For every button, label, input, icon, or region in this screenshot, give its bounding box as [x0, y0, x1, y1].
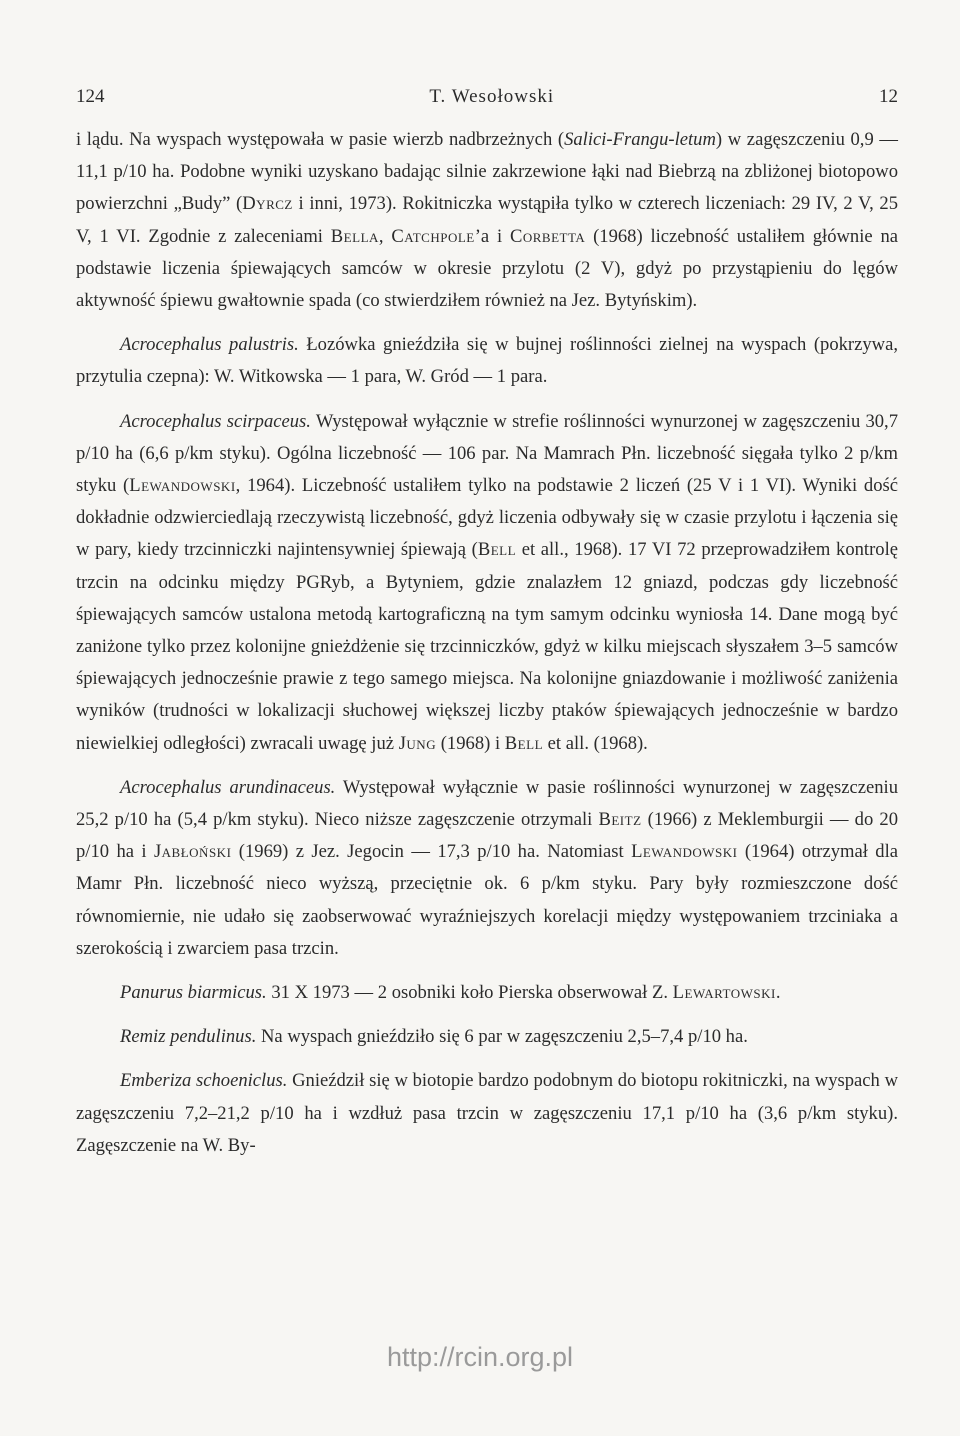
- author-name: Bella: [330, 225, 379, 247]
- text-run: ,: [378, 225, 392, 247]
- text-run: (1968) liczebność ustaliłem głównie na podstawie liczenia śpiewających samców w okresie przylotu (2 V), gdyż po przystąpieniu do lęgów aktywność śpiewu gwałtownie spada (co stwierdziłem również na Jez. Bytyńskim).: [76, 225, 898, 312]
- text-run: ’a i: [474, 225, 510, 247]
- source-watermark[interactable]: http://rcin.org.pl: [386, 1342, 574, 1372]
- author-name: Jung: [398, 732, 437, 754]
- text-run: 31 X 1973 — 2 osobniki koło Pierska obserwował Z.: [266, 982, 673, 1004]
- text-run: ) w zagęszczeniu 0,9 — 11,1 p/10 ha. Podobne wyniki uzyskano badając silnie zakrzewione łąki nad Biebrzą na zbliżonej biotopowo powierzchni „Budy” (: [76, 129, 898, 215]
- author-name: Bell: [504, 732, 544, 754]
- species-name: Acrocephalus scirpaceus.: [120, 410, 311, 432]
- author-name: Lewandowski: [631, 841, 738, 863]
- text-run: (1968) i: [436, 732, 505, 754]
- species-entry-panurus-biarmicus: [76, 977, 898, 1009]
- issue-number: 12: [878, 86, 898, 107]
- author-name: Catchpole: [391, 225, 475, 247]
- paragraph: [76, 124, 898, 317]
- text-run: , 1964). Liczebność ustaliłem tylko na podstawie 2 liczeń (25 V i 1 VI). Wyniki dość dokładnie odzwierciedlają rzeczywistą liczebność, gdyż liczenia odbywały się w czasie przylotu i łączenia się w pary, kiedy trzcinniczki najintensywniej śpiewają (: [76, 475, 898, 561]
- text-run: Występował wyłącznie w pasie roślinności wynurzonej w zagęszczeniu 25,2 p/10 ha (5,4 p/km styku). Nieco niższe zagęszczenie otrzymali: [76, 776, 898, 831]
- page-number: 124: [76, 86, 105, 107]
- author-name: Dyrcz: [242, 193, 293, 215]
- author-name: Lewartowski: [672, 982, 776, 1004]
- species-name: Salici-Frangu-letum: [564, 129, 716, 150]
- species-name: Acrocephalus palustris.: [120, 334, 299, 356]
- text-run: i inni, 1973). Rokitniczka wystąpiła tylko w czterech liczeniach: 29 IV, 2 V, 25 V, 1 VI. Zgodnie z zaleceniami: [76, 193, 898, 247]
- species-entry-emberiza-schoeniclus: [76, 1065, 898, 1162]
- text-run: i lądu. Na wyspach występowała w pasie wierzb nadbrzeżnych (: [76, 129, 565, 150]
- text-run: (1966) z Meklemburgii — do 20 p/10 ha i: [76, 809, 898, 863]
- author-name: Jabłoński: [153, 841, 232, 863]
- author-name: Bell: [477, 539, 517, 561]
- species-name: Remiz pendulinus.: [120, 1026, 257, 1048]
- species-name: Acrocephalus arundinaceus.: [120, 776, 336, 798]
- text-run: Na wyspach gnieździło się 6 par w zagęszczeniu 2,5–7,4 p/10 ha.: [256, 1026, 748, 1048]
- text-run: et all., 1968). 17 VI 72 przeprowadziłem kontrolę trzcin na odcinku między PGRyb, a Bytyniem, gdzie znalazłem 12 gniazd, podczas gdy liczebność śpiewających samców ustalona metodą kartograficzną na tym samym odcinku wyniosła 14. Dane mogą być zaniżone tylko przez kolonijne gnieżdżenie się trzcinniczków, gdyż w kilku miejscach słyszałem 3–5 samców śpiewających jednocześnie prawie z tego samego miejsca. Na kolonijne gniazdowanie i możliwość zaniżenia wyników (trudności w lokalizacji słuchowej większej liczby ptaków śpiewających jednocześnie w bardzo niewielkiej odległości) zwracali uwagę już: [76, 539, 899, 754]
- species-entry-acrocephalus-scirpaceus: [76, 406, 898, 760]
- author-name: Corbetta: [509, 225, 586, 247]
- text-run: et all. (1968).: [543, 732, 648, 754]
- running-header: [76, 86, 898, 108]
- running-title: T. Wesołowski: [429, 86, 555, 107]
- species-entry-acrocephalus-palustris: [76, 329, 898, 393]
- species-entry-remiz-pendulinus: [76, 1021, 898, 1053]
- species-entry-acrocephalus-arundinaceus: [76, 772, 898, 965]
- species-name: Emberiza schoeniclus.: [120, 1070, 288, 1092]
- author-name: Beitz: [598, 809, 642, 831]
- article-body: [76, 124, 898, 1174]
- text-run: (1964) otrzymał dla Mamr Płn. liczebność nieco wyższą, przeciętnie ok. 6 p/km styku. Pary były rozmieszczone dość równomiernie, nie udało się zaobserwować wyraźniejszych korelacji między występowaniem trzciniaka a szerokością i zwarciem pasa trzcin.: [76, 841, 899, 959]
- text-run: (1969) z Jez. Jegocin — 17,3 p/10 ha. Natomiast: [231, 841, 632, 863]
- species-name: Panurus biarmicus.: [120, 982, 267, 1004]
- author-name: Lewandowski: [129, 475, 236, 497]
- text-run: Gnieździł się w biotopie bardzo podobnym do biotopu rokitniczki, na wyspach w zagęszczeniu 7,2–21,2 p/10 ha i wzdłuż pasa trzcin w zagęszczeniu 17,1 p/10 ha (3,6 p/km styku). Zagęszczenie na W. By-: [76, 1070, 898, 1156]
- text-run: Łozówka gnieździła się w bujnej roślinności zielnej na wyspach (pokrzywa, przytulia czepna): W. Witkowska — 1 para, W. Gród — 1 para.: [76, 334, 898, 388]
- text-run: .: [775, 982, 781, 1004]
- text-run: Występował wyłącznie w strefie roślinności wynurzonej w zagęszczeniu 30,7 p/10 ha (6,6 p/km styku). Ogólna liczebność — 106 par. Na Mamrach Płn. liczebność sięgała tylko 2 p/km styku (: [76, 410, 898, 497]
